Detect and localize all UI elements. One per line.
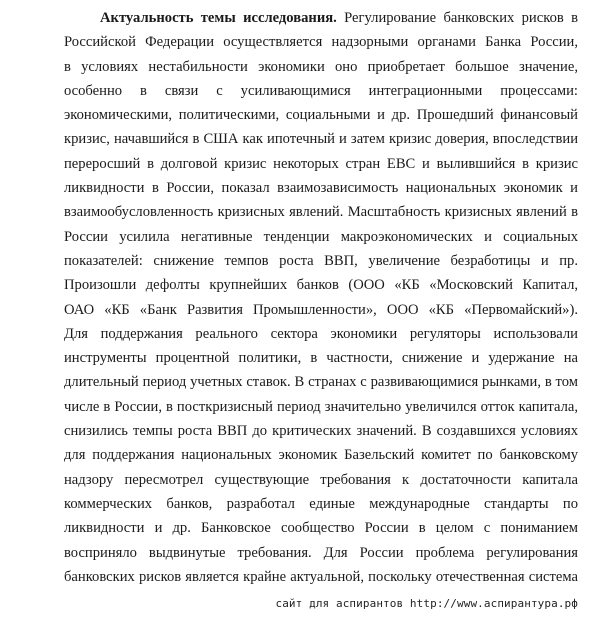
text-line: снизились темпы роста ВВП до критических значений. В создавшихся условиях — [64, 423, 578, 440]
text-line: показателей: снижение темпов роста ВВП, увеличение безработицы и пр. — [64, 252, 578, 269]
body-paragraph — [64, 6, 578, 589]
text-line: в условиях нестабильности экономики оно приобретает большое значение, — [64, 58, 578, 75]
site-watermark: сайт для аспирантов http://www.аспирантура.рф — [275, 597, 578, 610]
text-line: коммерческих банков, разработал единые международные стандарты по — [64, 495, 578, 512]
text-line: ликвидности в России, показал взаимозависимость национальных экономик и — [64, 180, 578, 197]
text-line: переросший в долговой кризис некоторых стран ЕВС и вылившийся в кризис — [64, 155, 578, 172]
text-line: длительный период учетных ставок. В странах с развивающимися рынками, в том — [64, 374, 578, 391]
section-heading: Актуальность темы исследования. — [100, 10, 337, 26]
first-line-text: Регулирование банковских рисков в — [336, 10, 578, 26]
paragraph-first-line — [64, 6, 578, 30]
text-line: России усилила негативные тенденции макроэкономических и социальных — [64, 228, 578, 245]
text-line: восприняло выдвинутые требования. Для России проблема регулирования — [64, 544, 578, 561]
text-line: особенно в связи с усиливающимися интеграционными процессами: — [64, 82, 578, 99]
text-line: кризис, начавшийся в США как ипотечный и затем кризис доверия, впоследствии — [64, 131, 578, 148]
text-line: банковских рисков является крайне актуальной, поскольку отечественная система — [64, 568, 578, 585]
text-line: экономическими, политическими, социальными и др. Прошедший финансовый — [64, 107, 578, 124]
text-line: для поддержания национальных экономик Базельский комитет по банковскому — [64, 447, 578, 464]
text-line: числе в России, в посткризисный период значительно увеличился отток капитала, — [64, 398, 578, 415]
text-line: ликвидности и др. Банковское сообщество России в целом с пониманием — [64, 520, 578, 537]
text-line: ОАО «КБ «Банк Развития Промышленности», ООО «КБ «Первомайский»). — [64, 301, 578, 318]
text-line: надзору пересмотрел существующие требования к достаточности капитала — [64, 471, 578, 488]
text-line: Для поддержания реального сектора экономики регуляторы использовали — [64, 325, 578, 342]
text-line: инструменты процентной политики, в частности, снижение и удержание на — [64, 350, 578, 367]
text-line: Российской Федерации осуществляется надзорными органами Банка России, — [64, 34, 578, 51]
text-line: Произошли дефолты крупнейших банков (ООО «КБ «Московский Капитал, — [64, 277, 578, 294]
text-line: взаимообусловленность кризисных явлений. Масштабность кризисных явлений в — [64, 204, 578, 221]
